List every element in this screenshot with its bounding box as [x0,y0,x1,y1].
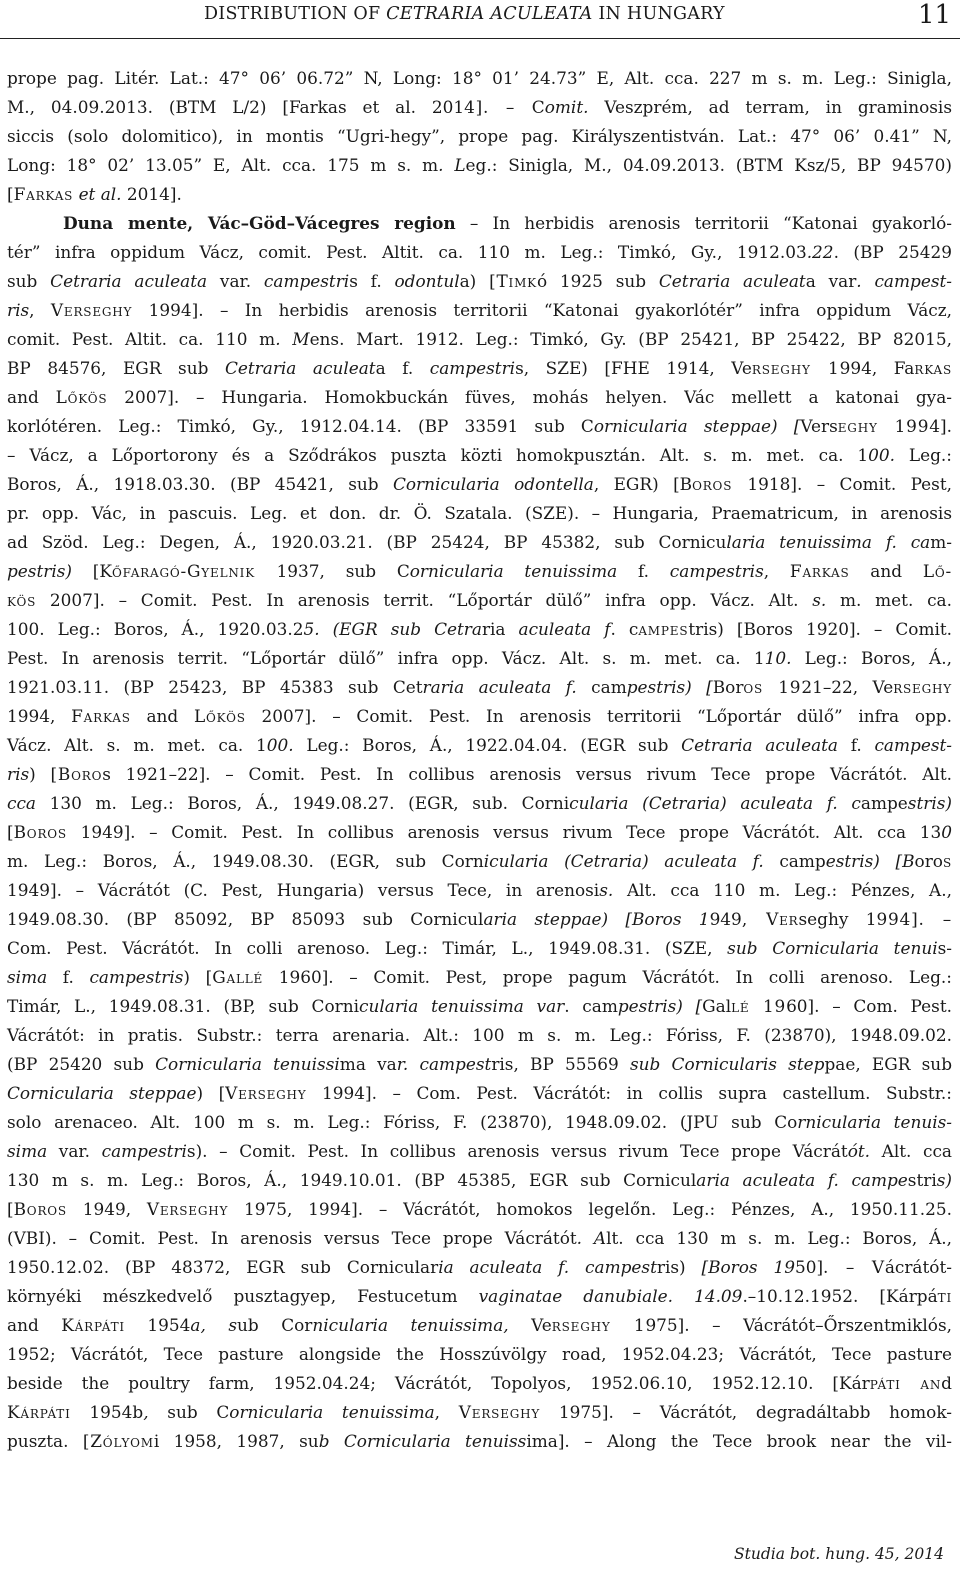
taxon-name: ris [7,300,30,320]
text-line: BP 84576, EGR sub Cetraria aculeata f. campestris, SZE) [FHE 1914, Verseghy 1994, Farkas [7,358,952,378]
author-citation: [Boro [50,764,103,784]
text-line: Kárpáti 1954b, sub Cornicularia tenuissima, Verseghy 1975]. – Vácrátót, degradáltabb homok- [7,1402,952,1422]
author-citation: [Zólyom [82,1431,154,1451]
taxon-name: ornicularia tenuissima [229,1402,435,1422]
text-line: Com. Pest. Vácrátót. In colli arenoso. Leg.: Timár, L., 1949.08.31. (SZE, sub Cornicularia tenuis- [7,938,952,958]
taxon-name: icularia (Cetraria) aculeata f. [483,851,780,871]
text-line: 100. Leg.: Boros, Á., 1920.03.25. (EGR sub Cetraria aculeata f. campestris) [Boros 1920]. – Comit. [7,619,953,639]
text-line: 1994, Farkas and Lőkös 2007]. – Comit. Pest. In arenosis territorii “Lőportár dülő” infra opp. [7,706,952,726]
text-line: 1949]. – Vácrátót (C. Pest, Hungaria) versus Tece, in arenosis. Alt. cca 110 m. Leg.: Pénzes, A., [7,880,952,900]
author-citation: ampes [638,619,689,639]
author-citation: Verseghy [225,1083,307,1103]
taxon-name: cca [7,793,36,813]
author-citation: Lőkös [194,706,246,726]
author-citation: ti [937,1286,953,1306]
text-line: ad Szöd. Leg.: Degen, Á., 1920.03.21. (BP 25424, BP 45382, sub Cornicularia tenuissima f. cam- [7,532,952,552]
text-line: Boros, Á., 1918.03.30. (BP 45421, sub Cornicularia odontella, EGR) [Boros 1918]. – Comit. Pest, [7,474,952,494]
text-line: m. Leg.: Boros, Á., 1949.08.30. (EGR, sub Cornicularia (Cetraria) aculeata f. campestris) [Boros [7,851,952,871]
text-line: [Boros 1949, Verseghy 1975, 1994]. – Vácrátót, homokos legelőn. Leg.: Pénzes, A., 1950.11.25. [7,1199,952,1219]
author-citation: oros [692,474,748,494]
taxon-name: campestri [90,1141,187,1161]
taxon-name: . L [438,155,466,175]
taxon-name: pestris) [ [626,677,713,697]
text-line: 1921.03.11. (BP 25423, BP 45383 sub Cetraria aculeata f. campestris) [Boros 1921–22, Verseghy [7,677,952,697]
text-line: pr. opp. Vác, in pascuis. Leg. et don. dr. Ö. Szatala. (SZE). – Hungaria, Praematricum, in arenosis [7,503,952,523]
author-citation: Boros [13,822,67,842]
text-line: cca 130 m. Leg.: Boros, Á., 1949.08.27. (EGR, sub. Cornicularia (Cetraria) aculeata f. campestris) [7,793,952,813]
taxon-name: aculeata f [518,619,611,639]
taxon-name: rnicularia tenuis- [797,1112,953,1132]
taxon-name: campestris [669,561,764,581]
taxon-name: s. [812,590,841,610]
text-line: solo arenaceo. Alt. 100 m s. m. Leg.: Fóriss, F. (23870), 1948.09.02. (JPU sub Cornicularia tenuis- [7,1112,953,1132]
page-number: 11 [918,0,952,30]
taxon-name: laria tenuissima f. ca [726,532,931,552]
taxon-name: pestris) [7,561,72,581]
text-line: Timár, L., 1949.08.31. (BP, sub Cornicularia tenuissima var. campestris) [Gallé 1960]. – Com. Pest. [7,996,952,1016]
author-citation: [Timk [489,271,537,291]
text-line: sima f. campestris) [Gallé 1960]. – Comit. Pest, prope pagum Vácrátót. In colli arenoso. Leg.: [7,967,952,987]
text-line: beside the poultry farm, 1952.04.24; Vácrátót, Topolyos, 1952.06.10, 1952.12.10. [Kárpáti and [7,1373,952,1393]
taxon-name: estris) [B [825,851,915,871]
text-line: – Vácz, a Lőportorony és a Sződrákos puszta közti homokpusztán. Alt. s. m. met. ca. 100. Leg.: [7,445,952,465]
author-citation: Lőkös [55,387,108,407]
taxon-name: campestri [413,358,516,378]
taxon-name: a, s [190,1315,238,1335]
taxon-name: nicularia tenuissima, [312,1315,532,1335]
taxon-name: 0 [941,822,952,842]
running-title [204,4,725,24]
taxon-name: [Boros 19 [685,1257,795,1277]
author-citation: rseghy [893,677,952,697]
taxon-name: omit. [544,97,605,117]
taxon-name: aria aculeata f. campe [696,1170,908,1190]
taxon-name: ornicularia steppae) [ [593,416,801,436]
text-line: tér” infra oppidum Vácz, comit. Pest. Altit. ca. 110 m. Leg.: Timkó, Gy., 1912.03.22. (BP 25429 [7,242,952,262]
text-line: környéki mészkedvelő pusztagyep, Festucetum vaginatae danubiale. 14.09.–10.12.1952. [Kárpáti [7,1286,953,1306]
author-citation: rseghy 1 [551,1315,646,1335]
taxon-name: et al. [78,184,122,204]
author-citation: Kárpáti [61,1315,125,1335]
text-line: Pest. In arenosis territ. “Lőportár dülő” infra opp. Vácz. Alt. s. m. met. ca. 110. Leg.: Boros, Á., [7,648,952,668]
text-line: ris) [Boros 1921–22]. – Comit. Pest. In collibus arenosis versus rivum Tece prope Vácrátót. Alt. [7,764,952,784]
author-citation: Gallé [212,967,264,987]
region-heading: Duna mente, Vác–Göd–Vácegres region [63,213,456,233]
text-line: and Kárpáti 1954a, sub Cornicularia tenuissima, Verseghy 1975]. – Vácrátót–Őrszentmiklós, [7,1315,952,1335]
text-line: 1949.08.30. (BP 85092, BP 85093 sub Cornicularia steppae) [Boros 1949, Verseghy 1994]. – [7,909,952,929]
author-citation: őfaragó-Gyelnik [112,561,277,581]
taxon-name: . A [576,1228,607,1248]
taxon-name: 00. [868,445,896,465]
author-citation: kös [7,590,37,610]
taxon-name: sima [7,1141,48,1161]
author-citation: Kárpáti [7,1402,71,1422]
taxon-name: Cornicularia tenuissi [143,1054,340,1074]
taxon-name: campest- [874,735,952,755]
text-line: [Farkas et al. 2014]. [7,184,182,204]
text-line: [Boros 1949]. – Comit. Pest. In collibus arenosis versus rivum Tece prope Vácrátót. Alt. cca 130 [7,822,952,842]
taxon-name: r. campest [396,1054,492,1074]
taxon-name: aria steppae) [Boros 1 [483,909,710,929]
author-citation: rkas [914,358,952,378]
taxon-name: Cetraria aculeata [50,271,208,291]
author-citation: 4]. – [464,97,532,117]
taxon-name: Cornicularia odontella [378,474,594,494]
text-line: siccis (solo dolomitico), in montis “Ugri-hegy”, prope pag. Királyszentistván. Lat.: 47° 06’ 0.41” N, [7,126,952,146]
text-line: comit. Pest. Altit. ca. 110 m. Mens. Mart. 1912. Leg.: Timkó, Gy. (BP 25421, BP 25422, BP 82015, [7,329,952,349]
author-citation: os 19 [743,677,802,697]
taxon-name: ris [7,764,30,784]
taxon-name: .22 [806,242,834,262]
header-rule [0,38,960,39]
author-citation: Farkas [789,561,850,581]
taxon-name: , [143,1402,149,1422]
text-line: and Lőkös 2007]. – Hungaria. Homokbuckán füves, mohás helyen. Vác mellett a katonai gya- [7,387,952,407]
taxon-name: 00. [266,735,294,755]
taxon-name: sub Cornicularia tenui [727,938,938,958]
text-line: puszta. [Zólyomi 1958, 1987, sub Cornicularia tenuissima]. – Along the Tece brook near the vil- [7,1431,952,1451]
taxon-name: vaginatae danubiale. 14.09 [457,1286,743,1306]
text-line: kös 2007]. – Comit. Pest. In arenosis territ. “Lőportár dülő” infra opp. Vácz. Alt. s. m. met. ca. [7,590,952,610]
taxon-name: b Cornicularia tenuiss [318,1431,527,1451]
journal-footer: Studia bot. hung. 45, 2014 [734,1545,944,1563]
text-line: Cornicularia steppae) [Verseghy 1994]. – Com. Pest. Vácrátót: in collis supra castellum. Substr.: [7,1083,952,1103]
text-line: korlótéren. Leg.: Timkó, Gy., 1912.04.14. (BP 33591 sub Cornicularia steppae) [Verseghy 1994]. [7,416,952,436]
text-line: Duna mente, Vác–Göd–Vácegres region – In herbidis arenosis territorii “Katonai gyakorló- [63,213,952,233]
text-line: 1952; Vácrátót, Tece pasture alongside the Hosszúvölgy road, 1952.04.23; Vácrátót, Tece pasture [7,1344,952,1364]
text-line: Long: 18° 02’ 13.05” E, Alt. cca. 175 m s. m. Leg.: Sinigla, M., 04.09.2013. (BTM Ksz/5, BP 94570) [7,155,952,175]
author-citation: Verseghy [50,300,133,320]
taxon-name: Cornicularia steppae [7,1083,197,1103]
text-line: sub Cetraria aculeata var. campestris f. odontula) [Timkó 1925 sub Cetraria aculeata var. campest- [7,271,952,291]
text-line: 1950.12.02. (BP 48372, EGR sub Cornicularia aculeata f. campestris) [Boros 1950]. – Vácrátót- [7,1257,952,1277]
taxon-name: stris) [907,793,952,813]
taxon-name: pestris) [ [617,996,703,1016]
author-citation: eghy 199 [837,416,930,436]
author-citation: Farkas [13,184,74,204]
taxon-name: cularia tenuissima var [359,996,565,1016]
taxon-name: Cetraria aculeat [208,358,376,378]
taxon-name: ót. [847,1141,871,1161]
author-citation: . – V [823,1257,885,1277]
running-title-species: CETRARIA ACULEATA [386,4,593,24]
author-citation: Verseghy [146,1199,229,1219]
text-line: (VBI). – Comit. Pest. In arenosis versus Tece prope Vácrátót. Alt. cca 130 m s. m. Leg.: Boros, Á., [7,1228,953,1248]
text-line: pestris) [Kőfaragó-Gyelnik 1937, sub Cornicularia tenuissima f. campestris, Farkas and Lő- [7,561,953,581]
text-line: Vácrátót: in pratis. Substr.: terra arenaria. Alt.: 100 m s. m. Leg.: Fóriss, F. (23870), 1948.09.02. [7,1025,952,1045]
text-line: M., 04.09.2013. (BTM L/2) [Farkas et al. 2014]. – Comit. Veszprém, ad terram, in graminosis [7,97,952,117]
taxon-name: ia aculeata f. campest [438,1257,657,1277]
author-citation: 994]. – [876,909,952,929]
author-citation: lé 19 [731,996,787,1016]
author-citation: rseghy 1 [751,358,840,378]
text-line: (BP 25420 sub Cornicularia tenuissima var. campestris, BP 55569 sub Cornicularis steppae, EGR sub [7,1054,953,1074]
text-line: sima var. campestris). – Comit. Pest. In collibus arenosis versus rivum Tece prope Vácrátót. Alt. cca [7,1141,953,1161]
taxon-name: sima [7,967,48,987]
taxon-name: odontul [381,271,460,291]
taxon-name: raria aculeata f. [422,677,577,697]
running-header [0,0,960,40]
taxon-name: s. [599,880,627,900]
author-citation: Lő- [922,561,953,581]
text-line: Vácz. Alt. s. m. met. ca. 100. Leg.: Boros, Á., 1922.04.04. (EGR sub Cetraria aculeata f. campest- [7,735,952,755]
author-citation: Boros [13,1199,67,1219]
author-citation: s [942,851,952,871]
author-citation: Verseghy [458,1402,541,1422]
taxon-name: Cetraria aculeata [681,735,838,755]
running-title-text: DISTRIBUTION OF CETRARIA ACULEATA IN HUNGARY [204,4,725,24]
taxon-name: . campest- [856,271,952,291]
taxon-name: 5. (EGR sub Cetra [303,619,482,639]
text-line: prope pag. Litér. Lat.: 47° 06’ 06.72” N, Long: 18° 01’ 24.73” E, Alt. cca. 227 m s. m. Leg.: Sinigla, [7,68,952,88]
author-citation: páti an [869,1373,942,1393]
taxon-name: Cetraria aculeat [646,271,806,291]
main-text-column [7,64,952,1456]
taxon-name: s) [936,1170,952,1190]
taxon-name: sub Cornicularis step [629,1054,825,1074]
text-line: 130 m s. m. Leg.: Boros, Á., 1949.10.01. (BP 45385, EGR sub Cornicularia aculeata f. campestris) [7,1170,952,1190]
taxon-name: . M [275,329,310,349]
author-citation: , Ver [741,909,799,929]
taxon-name: ornicularia tenuissima [409,561,618,581]
taxon-name: 10. [764,648,792,668]
taxon-name: campestri [251,271,350,291]
taxon-name: cularia (Cetraria) aculeata f. c [569,793,861,813]
text-line: ris, Verseghy 1994]. – In herbidis arenosis territorii “Katonai gyakorlótér” infra oppidum Vácz, [7,300,952,320]
taxon-name: campestris [89,967,184,987]
author-citation: Farkas [71,706,131,726]
